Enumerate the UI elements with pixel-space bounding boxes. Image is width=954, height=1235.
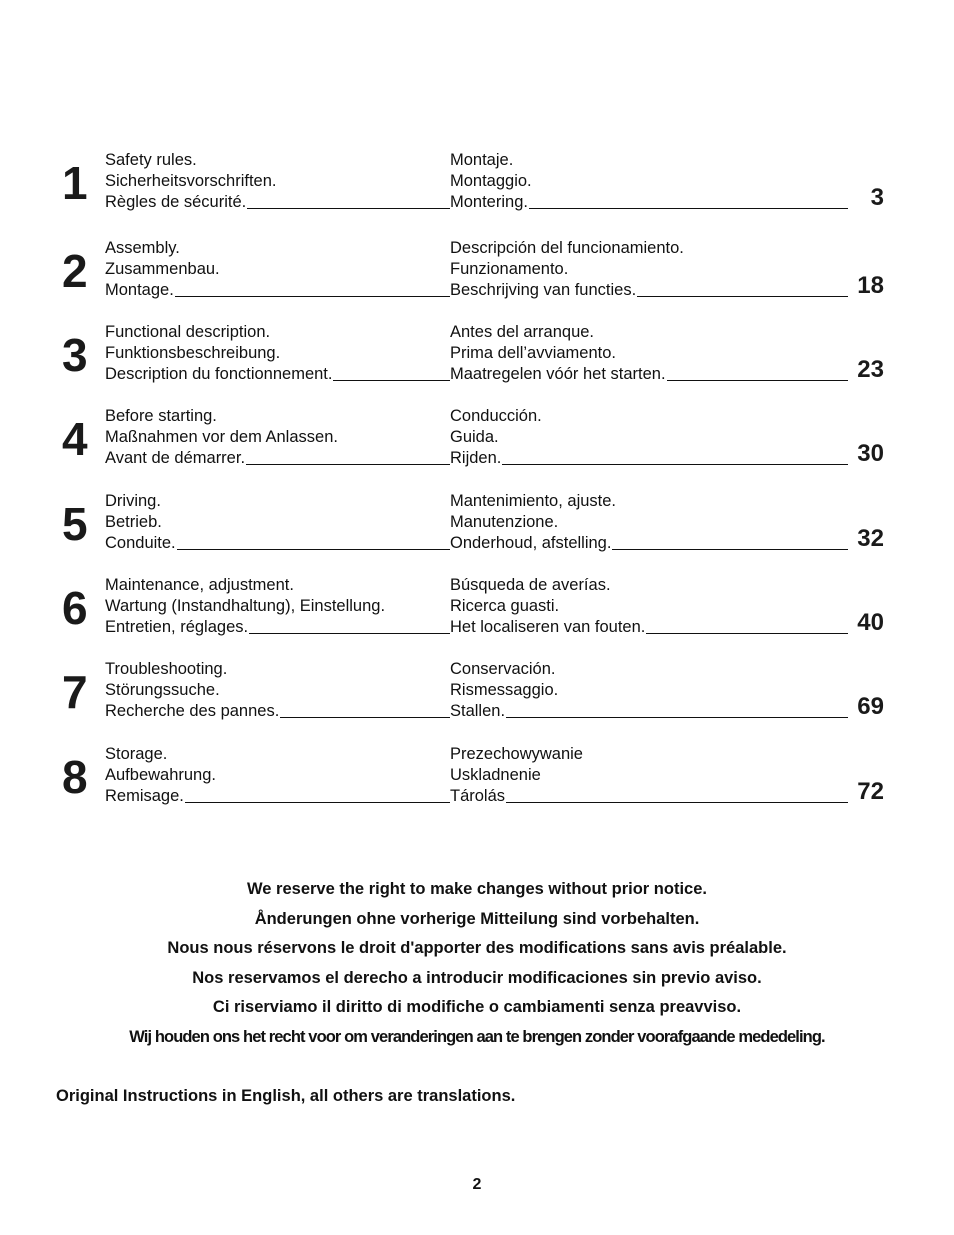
toc-title: Conducción. (450, 407, 542, 425)
toc-entry[interactable] (0, 238, 954, 308)
notice-line: Ånderungen ohne vorherige Mitteilung sind vorbehalten. (254, 909, 700, 928)
toc-title: Onderhoud, afstelling. (450, 534, 612, 552)
toc-title: Recherche des pannes. (105, 702, 280, 720)
toc-title: Storage. (105, 745, 168, 763)
toc-title: Driving. (105, 492, 161, 510)
leader-line (249, 632, 450, 634)
section-number: 1 (62, 157, 87, 209)
toc-title: Maintenance, adjustment. (105, 576, 294, 594)
section-number: 7 (62, 666, 87, 718)
notice-line: We reserve the right to make changes without prior notice. (247, 880, 707, 898)
toc-titles-left (105, 238, 450, 301)
toc-title: Prima dell’avviamento. (450, 344, 616, 362)
toc-page-number: 3 (870, 184, 884, 211)
section-number: 3 (62, 329, 87, 381)
toc-entry[interactable] (0, 322, 954, 392)
toc-page-number: 69 (857, 693, 884, 720)
toc-titles-right (450, 659, 848, 722)
toc-titles-left (105, 322, 450, 385)
toc-page-number: 30 (857, 440, 884, 467)
toc-title: Functional description. (105, 323, 271, 341)
leader-line (612, 548, 848, 550)
section-number: 6 (62, 582, 87, 634)
toc-title: Maßnahmen vor dem Anlassen. (105, 428, 338, 446)
leader-line (667, 379, 848, 381)
toc-titles-right (450, 150, 848, 213)
toc-title: Aufbewahrung. (105, 766, 216, 784)
disclaimer-notices (0, 875, 954, 1052)
toc-title: Avant de démarrer. (105, 449, 246, 467)
toc-title: Descripción del funcionamiento. (450, 239, 684, 257)
leader-line (185, 801, 450, 803)
toc-page-number: 18 (857, 272, 884, 299)
toc-title: Sicherheitsvorschriften. (105, 172, 277, 190)
toc-page-number: 72 (857, 778, 884, 805)
toc-title: Manutenzione. (450, 513, 559, 531)
leader-line (246, 463, 450, 465)
toc-title: Wartung (Instandhaltung), Einstellung. (105, 597, 386, 615)
toc-page-number: 23 (857, 356, 884, 383)
leader-line (175, 295, 450, 297)
notice-line: Ci riserviamo il diritto di modifiche o cambiamenti senza preavviso. (212, 998, 742, 1016)
toc-titles-right (450, 575, 848, 638)
section-number: 2 (62, 245, 87, 297)
leader-line (502, 463, 848, 465)
notice-line: Wij houden ons het recht voor om veranderingen aan te brengen zonder voorafgaande mededeling. (129, 1027, 825, 1046)
toc-title: Betrieb. (105, 513, 162, 531)
toc-titles-right (450, 238, 848, 301)
page-number: 2 (472, 1176, 482, 1193)
toc-title: Zusammenbau. (105, 260, 220, 278)
original-instructions-note: Original Instructions in English, all others are translations. (56, 1087, 516, 1105)
toc-titles-left (105, 659, 450, 722)
section-number: 5 (62, 498, 87, 550)
toc-title: Búsqueda de averías. (450, 576, 611, 594)
toc-title: Funktionsbeschreibung. (105, 344, 281, 362)
toc-titles-right (450, 322, 848, 385)
toc-titles-right (450, 744, 848, 807)
toc-title: Before starting. (105, 407, 217, 425)
toc-entry[interactable] (0, 491, 954, 561)
toc-title: Tárolás (450, 787, 506, 805)
leader-line (280, 716, 450, 718)
toc-title: Montage. (105, 281, 174, 299)
leader-line (506, 801, 848, 803)
toc-titles-left (105, 406, 450, 469)
leader-line (637, 295, 848, 297)
toc-title: Règles de sécurité. (105, 193, 247, 211)
notice-line: Nous nous réservons le droit d'apporter des modifications sans avis préalable. (167, 939, 787, 957)
toc-page-number: 40 (857, 609, 884, 636)
toc-title: Assembly. (105, 239, 180, 257)
toc-entry[interactable] (0, 659, 954, 729)
toc-title: Troubleshooting. (105, 660, 228, 678)
leader-line (247, 207, 450, 209)
leader-line (529, 207, 848, 209)
toc-entry[interactable] (0, 575, 954, 645)
toc-title: Entretien, réglages. (105, 618, 249, 636)
toc-entry[interactable] (0, 744, 954, 814)
toc-entry[interactable] (0, 406, 954, 476)
toc-title: Mantenimiento, ajuste. (450, 492, 617, 510)
toc-title: Montaje. (450, 151, 514, 169)
leader-line (177, 548, 450, 550)
toc-title: Beschrijving van functies. (450, 281, 637, 299)
toc-title: Stallen. (450, 702, 506, 720)
toc-title: Remisage. (105, 787, 184, 805)
leader-line (506, 716, 848, 718)
toc-titles-right (450, 406, 848, 469)
notice-line: Nos reservamos el derecho a introducir modificaciones sin previo aviso. (192, 968, 762, 987)
toc-title: Rismessaggio. (450, 681, 559, 699)
toc-title: Funzionamento. (450, 260, 569, 278)
toc-titles-right (450, 491, 848, 554)
toc-titles-left (105, 744, 450, 807)
toc-titles-left (105, 575, 450, 638)
toc-title: Description du fonctionnement. (105, 365, 333, 383)
toc-title: Montering. (450, 193, 528, 211)
toc-title: Montaggio. (450, 172, 532, 190)
toc-title: Het localiseren van fouten. (450, 618, 646, 636)
toc-title: Rijden. (450, 449, 502, 467)
section-number: 4 (62, 413, 87, 465)
toc-page-number: 32 (857, 525, 884, 552)
toc-title: Störungssuche. (105, 681, 220, 699)
toc-title: Conservación. (450, 660, 556, 678)
section-number: 8 (62, 751, 87, 803)
toc-title: Conduite. (105, 534, 176, 552)
toc-title: Antes del arranque. (450, 323, 595, 341)
leader-line (333, 379, 450, 381)
toc-titles-left (105, 491, 450, 554)
toc-titles-left (105, 150, 450, 213)
toc-title: Prezechowywanie (450, 745, 583, 763)
toc-title: Maatregelen vóór het starten. (450, 365, 666, 383)
toc-title: Uskladnenie (450, 766, 541, 784)
toc-entry[interactable] (0, 150, 954, 220)
toc-title: Safety rules. (105, 151, 197, 169)
toc-title: Ricerca guasti. (450, 597, 560, 615)
leader-line (646, 632, 848, 634)
toc-title: Guida. (450, 428, 499, 446)
